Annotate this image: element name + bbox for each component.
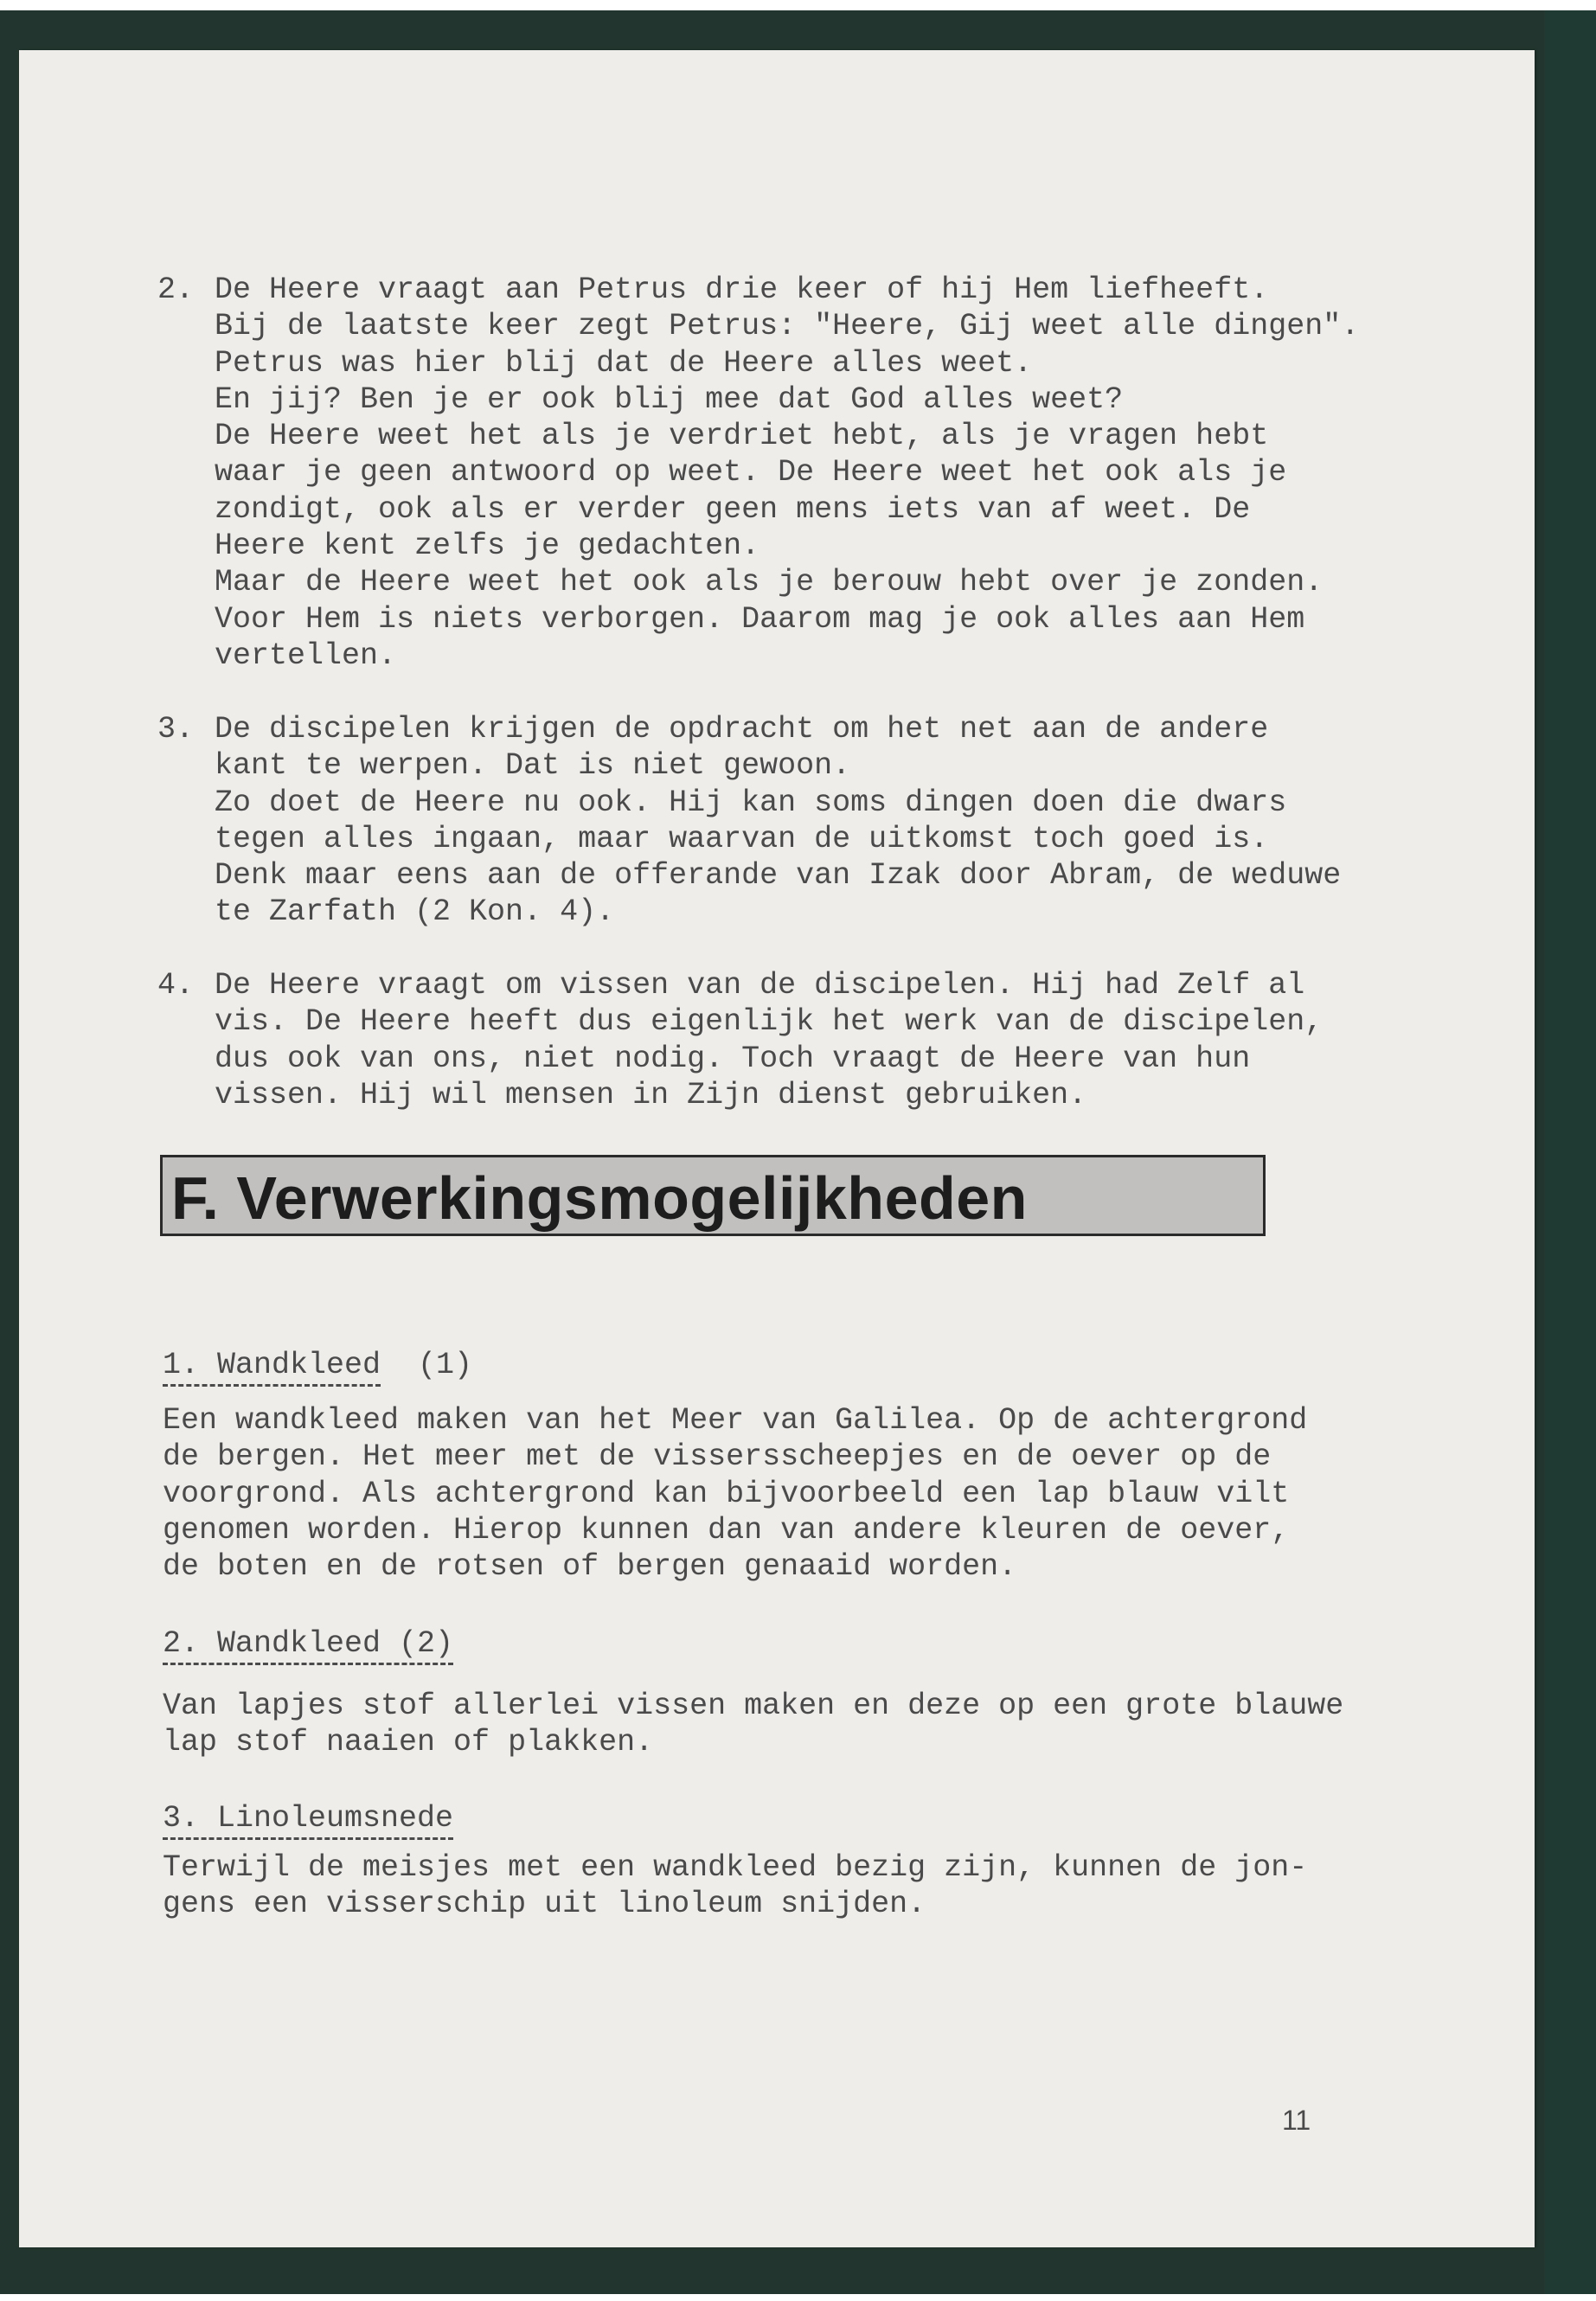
binder-edge (1544, 10, 1596, 2294)
subsection-title-linoleumsnede (163, 1801, 453, 1840)
list-item-text: De discipelen krijgen de opdracht om het net aan de andere kant te werpen. Dat is niet gewoon. Zo doet de Heere nu ook. Hij kan soms dingen doen die dwars tegen alles ingaan, maar waarvan de uitkomst toch goed is. Denk maar eens aan de offerande van Izak door Abram, de weduwe te Zarfath (2 Kon. 4). (215, 712, 1342, 930)
subsection-title-wandkleed-2 (163, 1626, 453, 1665)
subsection-body-wandkleed-1: Een wandkleed maken van het Meer van Galilea. Op de achtergrond de bergen. Het meer met de vissersscheepjes en de oever op de voorgrond. Als achtergrond kan bijvoorbeeld een lap blauw vilt genomen worden. Hierop kunnen dan van andere kleuren de oever, de boten en de rotsen of bergen genaaid worden. (163, 1403, 1308, 1585)
subsection-body-linoleumsnede: Terwijl de meisjes met een wandkleed bezig zijn, kunnen de jon- gens een visserschip uit linoleum snijden. (163, 1850, 1308, 1922)
list-item-text: De Heere vraagt aan Petrus drie keer of hij Hem liefheeft. Bij de laatste keer zegt Petrus: "Heere, Gij weet alle dingen". Petrus was hier blij dat de Heere alles weet. En jij? Ben je er ook blij mee dat God alles weet? De Heere weet het als je verdriet hebt, als je vragen hebt waar je geen antwoord op weet. De Heere weet het ook als je zondigt, ook als er verder geen mens iets van af weet. De Heere kent zelfs je gedachten. Maar de Heere weet het ook als je berouw hebt over je zonden. Voor Hem is niets verborgen. Daarom mag je ook alles aan Hem vertellen. (215, 272, 1360, 673)
document-page (19, 50, 1535, 2247)
subsection-title-suffix: (1) (400, 1348, 473, 1382)
page-number: 11 (1282, 2105, 1311, 2136)
list-item-text: De Heere vraagt om vissen van de discipelen. Hij had Zelf al vis. De Heere heeft dus eigenlijk het werk van de discipelen, dus ook van ons, niet nodig. Toch vraagt de Heere van hun vissen. Hij wil mensen in Zijn dienst gebruiken. (215, 968, 1324, 1112)
section-heading: F. Verwerkingsmogelijkheden (171, 1164, 1028, 1232)
subsection-title-text: 2. Wandkleed (2) (163, 1626, 454, 1661)
subsection-body-wandkleed-2: Van lapjes stof allerlei vissen maken en deze op een grote blauwe lap stof naaien of plakken. (163, 1689, 1344, 1760)
list-number: 3. (157, 712, 195, 747)
list-number: 4. (157, 968, 195, 1003)
subsection-title-text: 1. Wandkleed (163, 1348, 381, 1382)
list-number: 2. (157, 272, 195, 307)
list-item-3 (157, 711, 1438, 931)
subsection-title-wandkleed-1 (163, 1348, 381, 1387)
subsection-title-text: 3. Linoleumsnede (163, 1801, 454, 1836)
list-item-4 (157, 967, 1438, 1113)
list-item-2 (157, 272, 1438, 674)
section-heading-box (160, 1155, 1266, 1236)
